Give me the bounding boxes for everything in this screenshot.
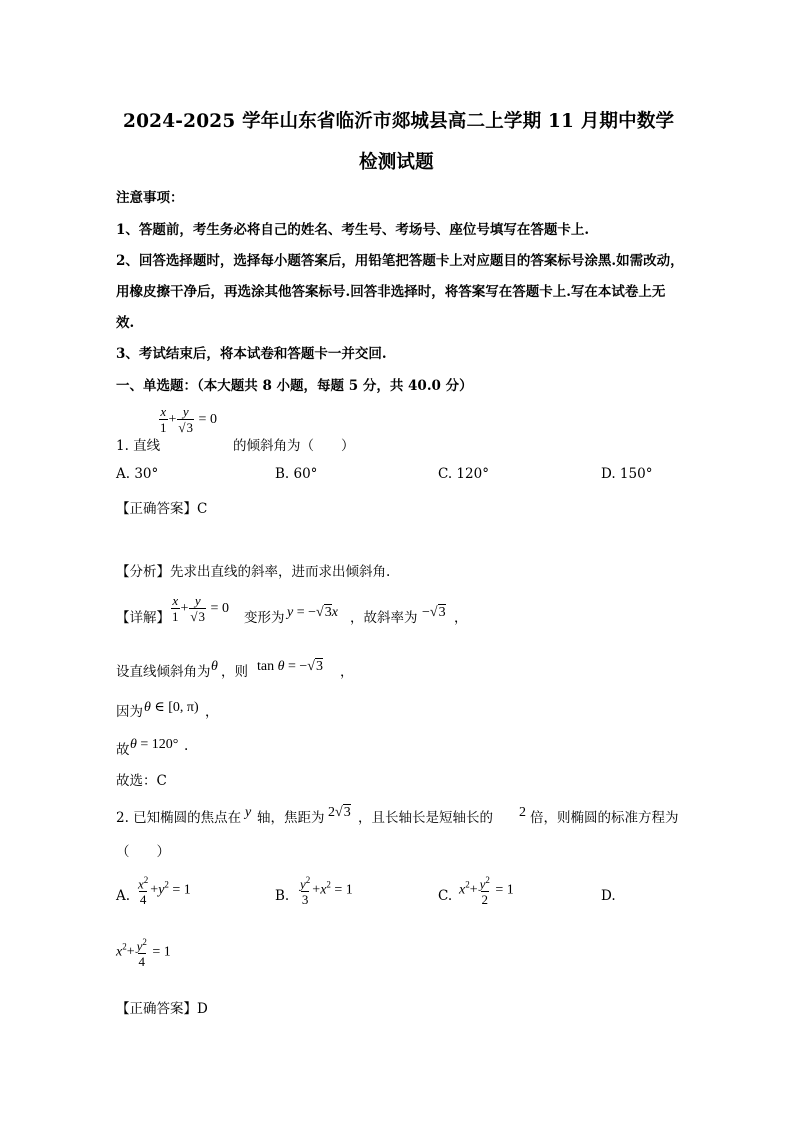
q1-theta-range: θ ∈ [0, π) (144, 700, 199, 715)
section-heading: 一、单选题：（本大题共 8 小题，每题 5 分，共 40.0 分） (116, 378, 473, 394)
q1-analysis: 【分析】先求出直线的斜率，进而求出倾斜角. (116, 564, 391, 580)
q1-step3-end: ， (205, 704, 219, 720)
q2-option-a-equation: $\frac{x^2}{4}$ $+y^2 = 1$ (138, 875, 191, 908)
notice-item-2-line2: 用橡皮擦干净后，再选涂其他答案标号.回答非选择时，将答案写在答题卡上.写在本试卷上无 (116, 284, 666, 300)
q1-option-a: A. 30° (116, 466, 159, 482)
q1-detail-comma: ， (454, 610, 468, 626)
q1-detail-equation: $\frac{x}{1}$ + $\frac{y}{√3}$ = 0 (172, 593, 229, 624)
notice-item-3: 3、考试结束后，将本试卷和答题卡一并交回. (116, 346, 387, 362)
notice-item-2-line1: 2、回答选择题时，选择每小题答案后，用铅笔把答题卡上对应题目的答案标号涂黑.如需改动， (116, 253, 684, 269)
q2-stem-b: 轴，焦距为 (257, 810, 325, 826)
q1-step3-prefix: 因为 (116, 704, 143, 720)
q1-theta: θ (211, 659, 218, 674)
q2-option-c-label: C. (438, 888, 453, 904)
q1-option-d: D. 150° (601, 466, 653, 482)
q2-option-b-label: B. (275, 888, 290, 904)
q2-stem-paren: （ ） (116, 844, 170, 860)
q2-stem-d: 倍，则椭圆的标准方程为 (530, 810, 679, 826)
q1-step4-prefix: 故 (116, 742, 130, 758)
q1-option-b: B. 60° (275, 466, 318, 482)
q1-step4-end: . (184, 738, 189, 754)
q2-stem-c: ，且长轴长是短轴长的 (358, 810, 493, 826)
page-title: 2024-2025 学年山东省临沂市郯城县高二上学期 11 月期中数学 (123, 111, 675, 132)
q2-option-a-label: A. (116, 888, 131, 904)
q1-theta-value: θ = 120° (130, 737, 179, 752)
q1-slope: −√3 (422, 605, 446, 620)
q1-step2-mid: ，则 (221, 664, 248, 680)
q1-detail-rewrite: y = −√3x (287, 605, 338, 620)
q2-option-b-equation: $\frac{y^2}{3}$ $+x^2 = 1$ (300, 875, 353, 908)
q1-detail-label: 【详解】 (116, 610, 170, 626)
q1-stem-prefix: 1. 直线 (116, 438, 161, 454)
q2-option-d-label: D. (601, 888, 616, 904)
page-title-line2: 检测试题 (359, 152, 434, 173)
q2-option-d-equation: $x^2+$ $\frac{y^2}{4}$ = 1 (116, 937, 171, 970)
q1-line-equation: $\frac{x}{1}$ + $\frac{y}{√3}$ = 0 (160, 404, 217, 435)
notice-heading: 注意事项： (116, 190, 184, 206)
notice-item-2-line3: 效. (116, 315, 135, 331)
q1-stem-suffix: 的倾斜角为（ ） (233, 438, 355, 454)
q2-axis-y: y (245, 805, 252, 820)
q1-step2-prefix: 设直线倾斜角为 (116, 664, 211, 680)
q2-ratio: 2 (519, 805, 526, 820)
q2-option-c-equation: $x^2+$ $\frac{y^2}{2}$ = 1 (459, 875, 514, 908)
q1-detail-end: ，故斜率为 (350, 610, 418, 626)
q1-step2-end: ， (340, 664, 354, 680)
notice-item-1: 1、答题前，考生务必将自己的姓名、考生号、考场号、座位号填写在答题卡上. (116, 222, 590, 238)
q1-tan-equation: tan θ = −√3 (257, 659, 323, 674)
q1-detail-mid: 变形为 (244, 610, 285, 626)
q1-answer: 【正确答案】C (116, 501, 208, 517)
q1-option-c: C. 120° (438, 466, 489, 482)
q1-choice: 故选：C (116, 773, 167, 789)
q2-focal-length: 2√3 (328, 805, 351, 820)
q2-stem-a: 2. 已知椭圆的焦点在 (116, 810, 242, 826)
q2-answer: 【正确答案】D (116, 1001, 208, 1017)
